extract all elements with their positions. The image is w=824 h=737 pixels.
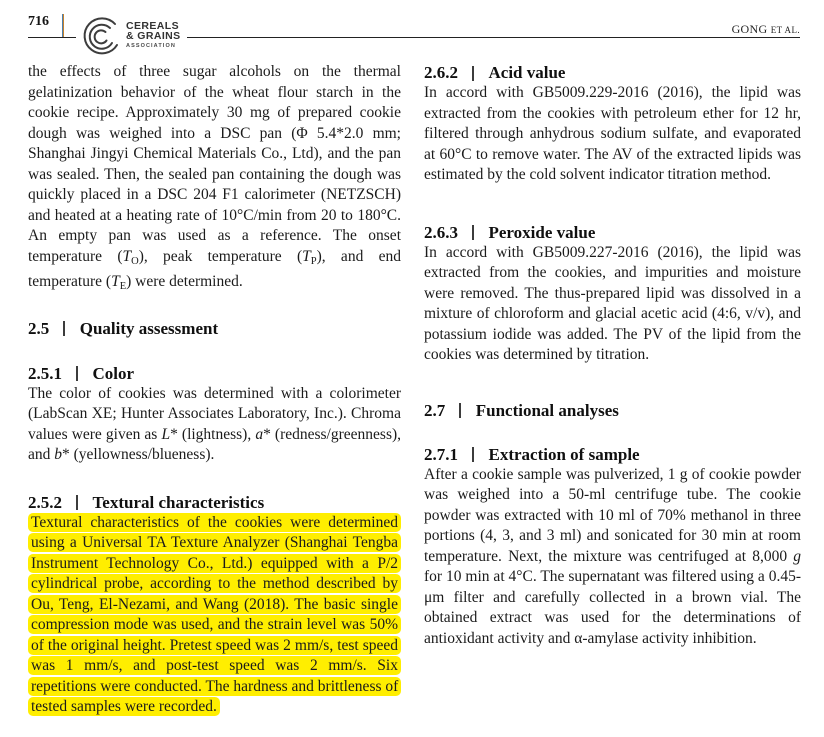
section-number: 2.5.1 [28, 363, 62, 383]
header-accent-bar [62, 14, 64, 37]
section-heading-2-6-3 [424, 222, 801, 243]
cereals-grains-logo [76, 11, 187, 59]
section-heading-2-6-2 [424, 62, 801, 83]
section-number: 2.6.3 [424, 222, 458, 242]
running-head [732, 22, 800, 37]
color-paragraph: The color of cookies was determined with a colorimeter (LabScan XE; Hunter Associates Laboratory, Inc.). Chroma values were given as L* (lightness), a* (redness/greenness), and b* (yellowness/blueness). [28, 384, 402, 463]
intro-paragraph: the effects of three sugar alcohols on the thermal gelatinization behavior of the wheat flour starch in the cookie recipe. Approximately 30 mg of prepared cookie dough was weighed into a DSC pan (Φ 5.4*2.0 mm; Shanghai Jingyi Chemical Materials Co., Ltd), and the pan was sealed. Then, the sealed pan containing the dough was quickly placed in a DSC 204 F1 calorimeter (NETZSCH) and heated at a heating rate of 10°C/min from 20 to 180°C. An empty pan was used as a reference. The onset temperature $(T_O)$, peak temperature $(T_P)$, and end temperature $(T_E)$ were determined. [28, 63, 401, 292]
logo-wordmark [126, 21, 181, 50]
section-number: 2.5 [28, 318, 50, 338]
section-pipe [76, 495, 78, 510]
section-title: Quality assessment [79, 318, 219, 338]
peroxide-value-paragraph: In accord with GB5009.227-2016 (2016), the lipid was extracted from the cookies, and impurities and moisture were removed. The thus-prepared lipid was dissolved in a mixture of chloroform and glacial acetic acid (4:6, v/v), and potassium iodide was added. The PV of the lipid from the cookies was determined by titration. [424, 243, 801, 363]
logo-line-1: CEREALS [126, 19, 179, 32]
acid-value-paragraph: In accord with GB5009.229-2016 (2016), the lipid was extracted from the cookies with petroleum ether for 12 hr, filtered through anhydrous sodium sulfate, and evaporated at 60°C to remove water. The AV of the extracted lipids was estimated by the cold solvent indicator titration method. [424, 84, 801, 183]
logo-swirl-icon [78, 12, 124, 58]
section-heading-2-5-2 [28, 492, 401, 513]
section-pipe [472, 225, 474, 240]
left-column [28, 62, 401, 718]
extraction-paragraph: After a cookie sample was pulverized, 1 g of cookie powder was weighed into a 50-ml centrifuge tube. The cookie powder was extracted with 10 ml of 70% methanol in three portions (4, 3, and 3 ml) and sonicated for 30 min at room temperature. Next, the mixture was centrifuged at 8,000 g for 10 min at 4°C. The supernatant was filtered using a 0.45-μm filter and carefully collected in a brown vial. The obtained extract was used for the determinations of antioxidant activity and α-amylase activity inhibition. [424, 465, 801, 647]
section-title: Functional analyses [475, 400, 619, 420]
section-pipe [459, 403, 461, 418]
highlighted-text: Textural characteristics of the cookies were determined using a Universal TA Texture Analyzer (Shanghai Tengba Instrument Technology Co., Ltd.) equipped with a P/2 cylindrical probe, according to the method described by Ou, Teng, El-Nezami, and Wang (2018). The basic single compression mode was used, and the strain level was 50% of the original height. Pretest speed was 2 mm/s, test speed was 1 mm/s, and post-test speed was 2 mm/s. Six repetitions were conducted. The hardness and brittleness of tested samples were recorded. [28, 513, 401, 717]
running-head-etal: ET AL. [770, 25, 800, 35]
section-number: 2.5.2 [28, 492, 62, 512]
logo-line-3: ASSOCIATION [126, 42, 176, 49]
section-heading-2-7 [424, 400, 801, 421]
page-number: 716 [28, 14, 49, 29]
section-heading-2-5-1 [28, 363, 401, 384]
section-pipe [76, 366, 78, 381]
section-number: 2.7.1 [424, 444, 458, 464]
section-pipe [472, 66, 474, 81]
section-heading-2-7-1 [424, 444, 801, 465]
section-title: Color [92, 363, 135, 383]
section-number: 2.7 [424, 400, 446, 420]
section-title: Peroxide value [488, 222, 596, 242]
right-column [424, 62, 801, 649]
section-pipe [472, 447, 474, 462]
section-title: Acid value [488, 63, 566, 82]
logo-line-2: & GRAINS [126, 30, 181, 43]
section-number: 2.6.2 [424, 63, 458, 82]
textural-paragraph [28, 513, 401, 718]
section-heading-2-5 [28, 318, 401, 339]
section-title: Textural characteristics [92, 492, 265, 512]
section-pipe [63, 321, 65, 336]
running-head-author: GONG [731, 22, 768, 36]
section-title: Extraction of sample [488, 444, 640, 464]
